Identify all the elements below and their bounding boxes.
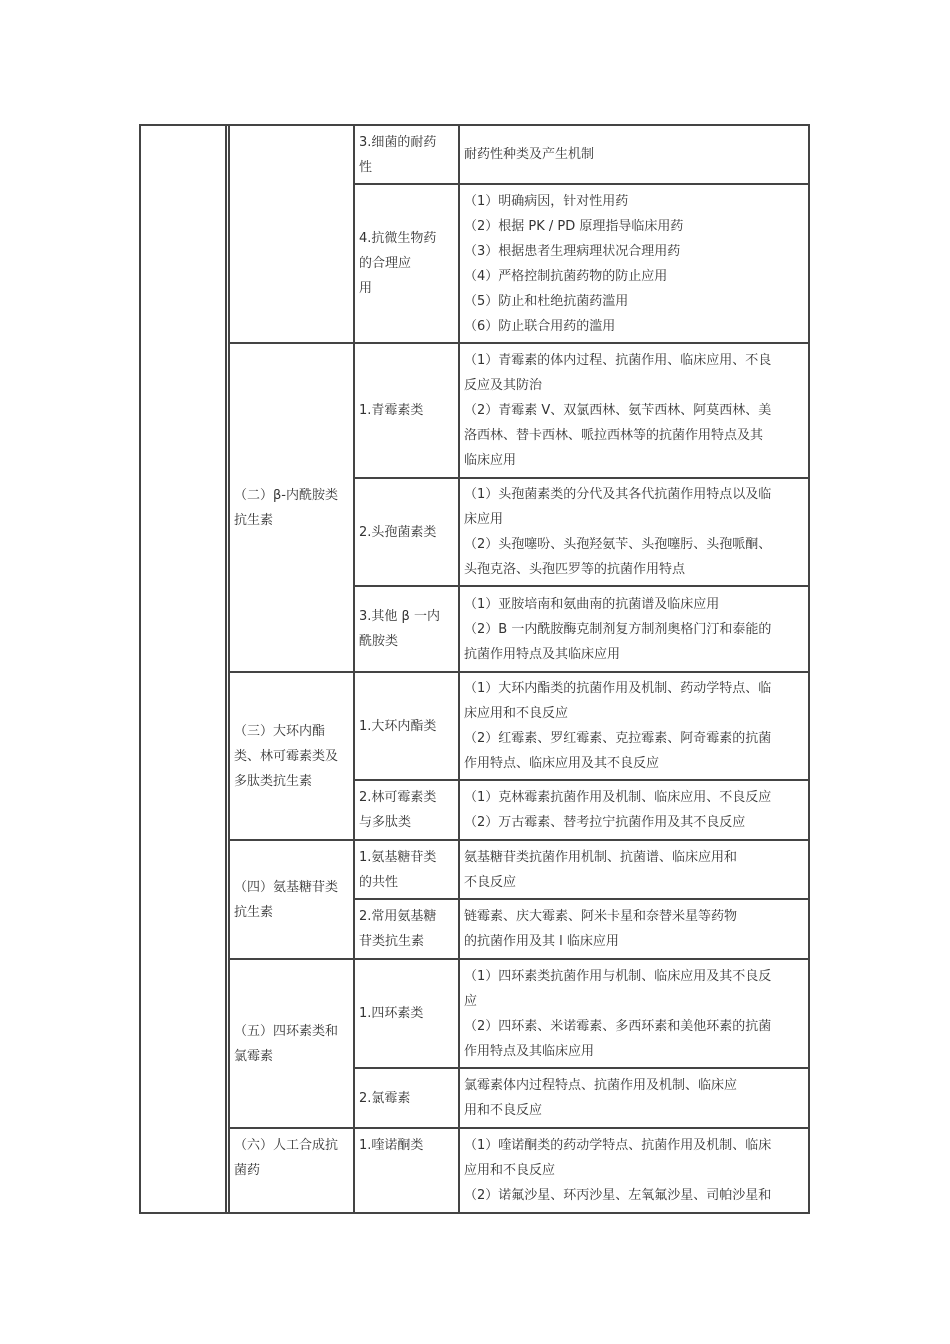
content-line: （3）根据患者生理病理状况合理用药 (464, 243, 681, 259)
subtopic-cell (355, 126, 458, 183)
subtopic-line: 1.四环素类 (359, 1006, 424, 1021)
subtopic-line: 1.氨基糖苷类 (359, 849, 437, 865)
subtopic-cell (355, 344, 458, 477)
content-cell (460, 1069, 808, 1127)
subtopic-line: 用 (359, 281, 373, 296)
content-line: （5）防止和杜绝抗菌药滥用 (464, 293, 629, 309)
subtopic-line: 4.抗微生物药 (359, 231, 437, 246)
section-title-line: 抗生素 (234, 512, 274, 528)
subtopic-cell (355, 1133, 458, 1211)
content-line: （1）喹诺酮类的药动学特点、抗菌作用及机制、临床 (464, 1138, 772, 1153)
content-line: 链霉素、庆大霉素、阿米卡星和奈替米星等药物 (464, 909, 738, 924)
content-line: （2）红霉素、罗红霉素、克拉霉素、阿奇霉素的抗菌 (464, 731, 772, 746)
content-line: 耐药性种类及产生机制 (464, 147, 595, 162)
section-title-line: （二）β-内酰胺类 (234, 487, 338, 503)
content-line: （1）克林霉素抗菌作用及机制、临床应用、不良反应 (464, 790, 772, 805)
content-line: （1）亚胺培南和氨曲南的抗菌谱及临床应用 (464, 596, 720, 612)
content-line: （1）头孢菌素类的分代及其各代抗菌作用特点以及临 (464, 487, 772, 502)
content-line: （2）四环素、米诺霉素、多西环素和美他环素的抗菌 (464, 1018, 772, 1034)
content-cell (460, 587, 808, 671)
subtopic-line: 苷类抗生素 (359, 934, 425, 949)
content-line: 反应及其防治 (464, 378, 543, 393)
subtopic-line: 3.细菌的耐药 (359, 134, 437, 150)
section-title-cell (230, 960, 353, 1127)
content-line: 氨基糖苷类抗菌作用机制、抗菌谱、临床应用和 (464, 849, 738, 865)
section-title-line: （三）大环内酯 (234, 723, 326, 739)
subtopic-cell (355, 587, 458, 671)
subtopic-line: 1.青霉素类 (359, 403, 424, 418)
content-cell (460, 841, 808, 898)
content-line: （1）大环内酯类的抗菌作用及机制、药动学特点、临 (464, 681, 772, 696)
content-line: （1）青霉素的体内过程、抗菌作用、临床应用、不良 (464, 353, 772, 368)
content-cell (460, 185, 808, 342)
content-line: 头孢克洛、头孢匹罗等的抗菌作用特点 (464, 562, 686, 577)
content-line: 抗菌作用特点及其临床应用 (464, 646, 621, 662)
subtopic-line: 3.其他 β 一内 (359, 609, 440, 624)
content-cell (460, 479, 808, 585)
content-cell (460, 781, 808, 839)
section-title-cell (230, 1133, 353, 1211)
content-line: 应 (464, 993, 478, 1009)
content-cell (460, 344, 808, 477)
content-line: （2）诺氟沙星、环丙沙星、左氧氟沙星、司帕沙星和 (464, 1188, 772, 1203)
row-divider (228, 1127, 810, 1129)
content-line: （2）青霉素 V、双氯西林、氨苄西林、阿莫西林、美 (464, 403, 772, 418)
subtopic-cell (355, 1069, 458, 1127)
content-line: 的抗菌作用及其 l 临床应用 (464, 934, 619, 949)
content-line: 作用特点及其临床应用 (464, 1043, 595, 1059)
subtopic-line: 2.林可霉素类 (359, 790, 437, 805)
content-line: （1）四环素类抗菌作用与机制、临床应用及其不良反 (464, 968, 772, 984)
section-title-line: （五）四环素类和 (234, 1023, 339, 1039)
content-line: 作用特点、临床应用及其不良反应 (464, 756, 660, 771)
section-title-cell (230, 673, 353, 839)
content-cell (460, 900, 808, 958)
subtopic-line: 酰胺类 (359, 634, 399, 649)
subtopic-cell (355, 841, 458, 898)
subtopic-line: 性 (359, 159, 373, 175)
subtopic-cell (355, 900, 458, 958)
content-line: 不良反应 (464, 874, 517, 890)
subtopic-line: 2.头孢菌素类 (359, 524, 437, 540)
section-title-line: 抗生素 (234, 904, 274, 920)
section-title-line: （四）氨基糖苷类 (234, 879, 339, 895)
column-divider (225, 124, 227, 1214)
content-line: （2）万古霉素、替考拉宁抗菌作用及其不良反应 (464, 815, 746, 830)
section-title-cell (230, 344, 353, 671)
content-line: 床应用 (464, 512, 504, 527)
subtopic-line: 2.氯霉素 (359, 1090, 411, 1106)
content-line: 用和不良反应 (464, 1103, 543, 1118)
content-line: 应用和不良反应 (464, 1163, 556, 1178)
section-title-line: 氯霉素 (234, 1048, 274, 1064)
subtopic-cell (355, 185, 458, 342)
subtopic-cell (355, 479, 458, 585)
section-title-line: 多肽类抗生素 (234, 773, 313, 789)
content-cell (460, 960, 808, 1067)
subtopic-line: 1.大环内酯类 (359, 718, 437, 734)
content-line: （2）根据 PK / PD 原理指导临床用药 (464, 218, 684, 234)
content-line: 临床应用 (464, 453, 517, 468)
section-title-line: （六）人工合成抗 (234, 1138, 339, 1153)
content-cell (460, 1133, 808, 1211)
content-cell (460, 126, 808, 183)
subtopic-cell (355, 673, 458, 779)
content-line: 氯霉素体内过程特点、抗菌作用及机制、临床应 (464, 1078, 738, 1093)
content-line: （1）明确病因，针对性用药 (464, 193, 629, 209)
content-line: （4）严格控制抗菌药物的防止应用 (464, 268, 668, 284)
content-line: （6）防止联合用药的滥用 (464, 318, 616, 334)
content-line: 床应用和不良反应 (464, 706, 569, 721)
subtopic-line: 2.常用氨基糖 (359, 909, 437, 924)
subtopic-line: 与多肽类 (359, 815, 412, 830)
content-line: （2）头孢噻吩、头孢羟氨苄、头孢噻肟、头孢哌酮、 (464, 537, 772, 552)
content-line: （2）B 一内酰胺酶克制剂复方制剂奥格门汀和泰能的 (464, 621, 772, 637)
section-title-cell (230, 841, 353, 958)
subtopic-line: 的合理应 (359, 256, 412, 271)
section-title-line: 菌药 (234, 1163, 261, 1178)
content-cell (460, 673, 808, 779)
subtopic-line: 1.喹诺酮类 (359, 1138, 424, 1153)
subtopic-cell (355, 960, 458, 1067)
content-line: 洛西林、替卡西林、哌拉西林等的抗菌作用特点及其 (464, 428, 764, 443)
section-title-line: 类、林可霉素类及 (234, 748, 339, 764)
subtopic-line: 的共性 (359, 874, 399, 890)
subtopic-cell (355, 781, 458, 839)
